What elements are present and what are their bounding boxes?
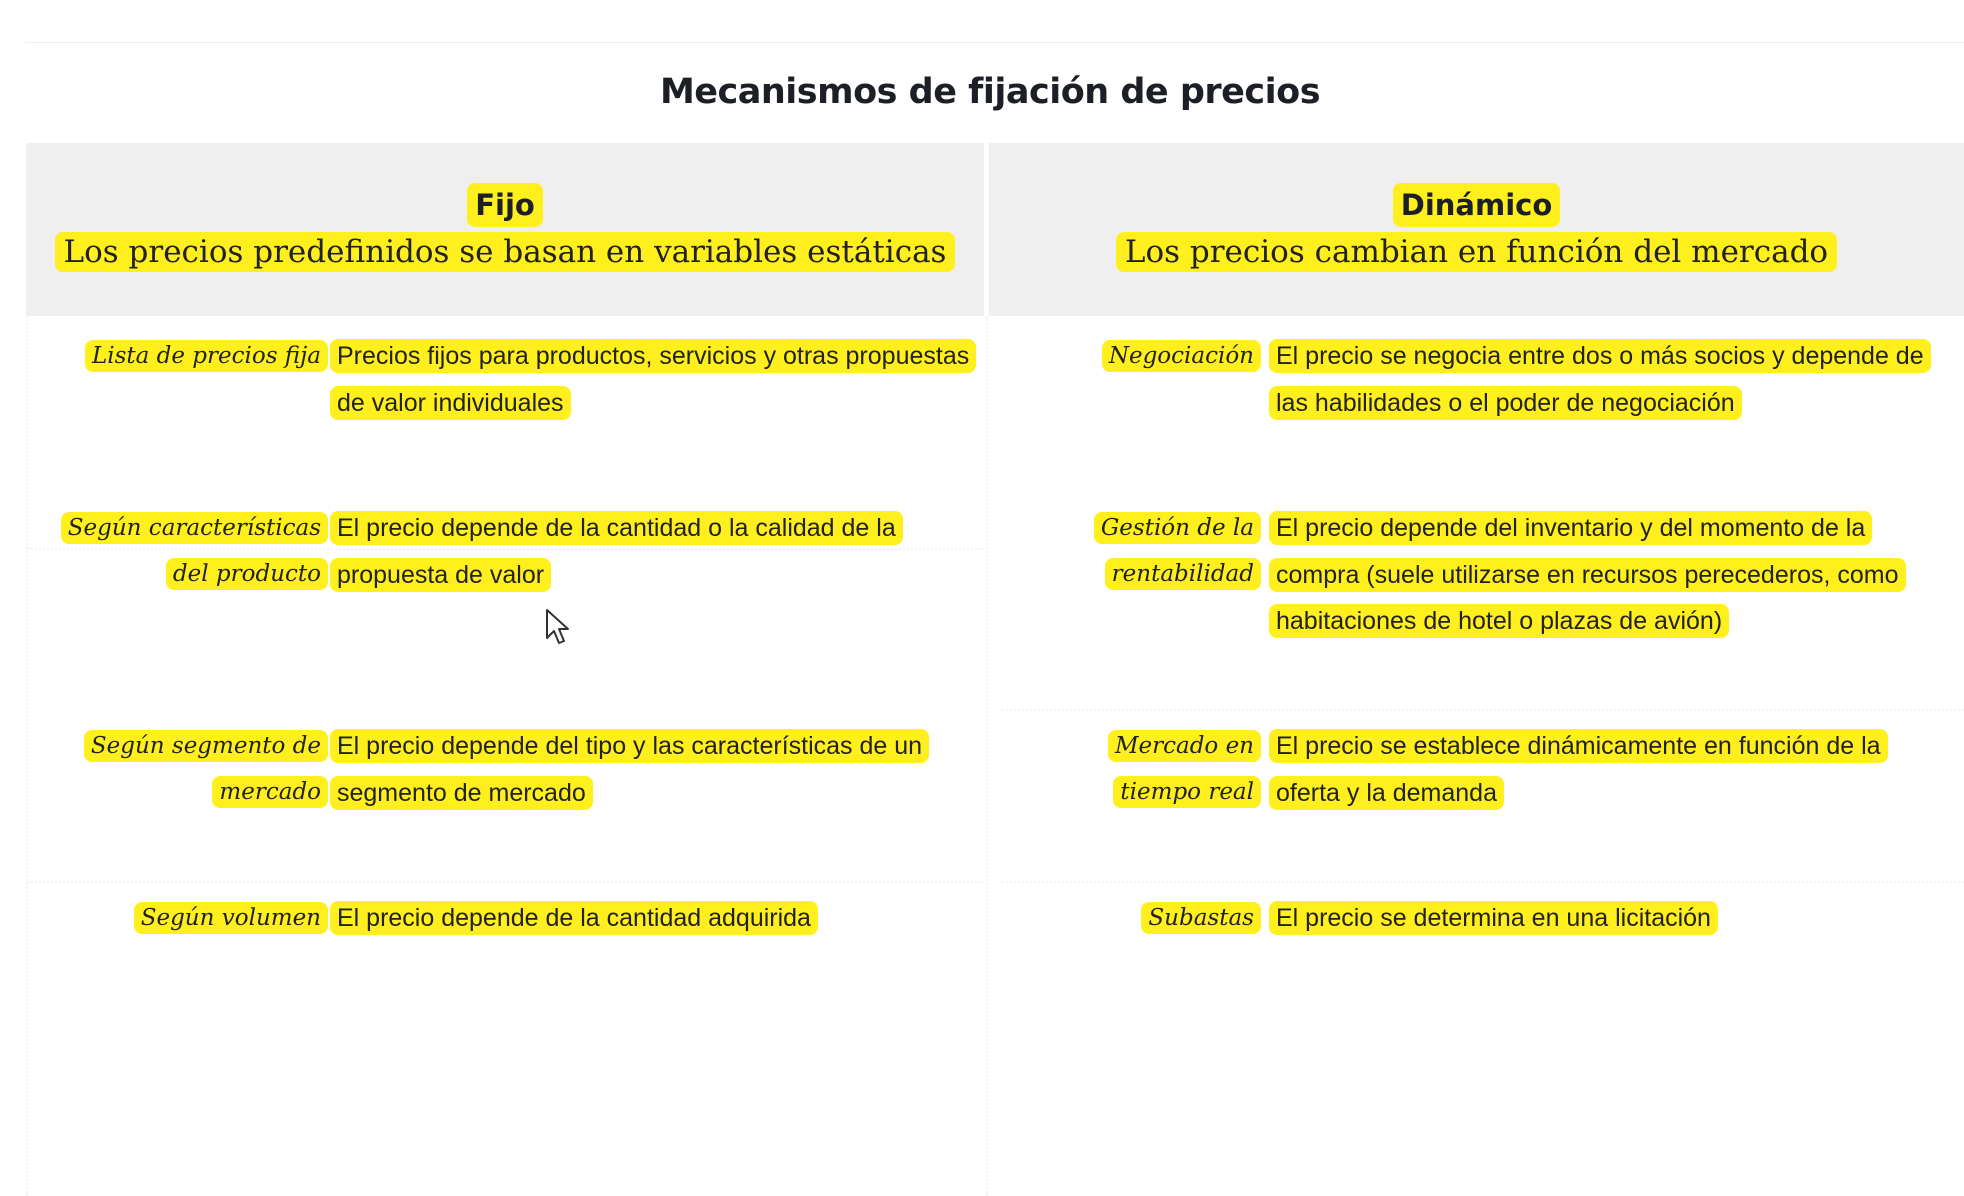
column-header-dynamic	[989, 143, 1964, 316]
row-divider	[1001, 881, 1964, 885]
row-description: El precio depende del inventario y del momento de la compra (suele utilizarse en recursos perecederos, como habitaciones de hotel o plazas de avión)	[1269, 505, 1937, 645]
row-divider	[28, 881, 984, 885]
row-description: El precio se negocia entre dos o más socios y depende de las habilidades o el poder de negociación	[1269, 333, 1937, 426]
top-rule	[25, 42, 1964, 43]
row-description: El precio se establece dinámicamente en función de la oferta y la demanda	[1269, 723, 1937, 816]
table-left-border	[26, 316, 30, 1196]
row-divider	[1001, 709, 1964, 713]
mouse-cursor-icon	[545, 608, 571, 648]
row-label: Según segmento de mercado	[46, 723, 328, 815]
row-label: Lista de precios fija	[46, 333, 328, 379]
row-description: Precios fijos para productos, servicios y otras propuestas de valor individuales	[330, 333, 970, 426]
pricing-table	[26, 143, 1964, 1055]
row-label: Según características del producto	[46, 505, 328, 597]
column-header-fixed	[26, 143, 984, 316]
column-name-fixed: Fijo	[467, 183, 543, 227]
row-description: El precio se determina en una licitación	[1269, 895, 1937, 942]
row-description: El precio depende de la cantidad o la calidad de la propuesta de valor	[330, 505, 970, 598]
row-label: Gestión de la rentabilidad	[1089, 505, 1261, 597]
column-subtitle-fixed: Los precios predefinidos se basan en variables estáticas	[26, 229, 984, 275]
row-label: Según volumen	[46, 895, 328, 941]
page-title: Mecanismos de fijación de precios	[659, 72, 1321, 112]
column-divider	[986, 316, 990, 1196]
column-name-dynamic: Dinámico	[1393, 183, 1561, 227]
row-label: Negociación	[1089, 333, 1261, 379]
row-description: El precio depende del tipo y las características de un segmento de mercado	[330, 723, 980, 816]
row-label: Subastas	[1089, 895, 1261, 941]
row-description: El precio depende de la cantidad adquirida	[330, 895, 970, 942]
column-subtitle-dynamic: Los precios cambian en función del mercado	[989, 229, 1964, 275]
row-label: Mercado en tiempo real	[1089, 723, 1261, 815]
